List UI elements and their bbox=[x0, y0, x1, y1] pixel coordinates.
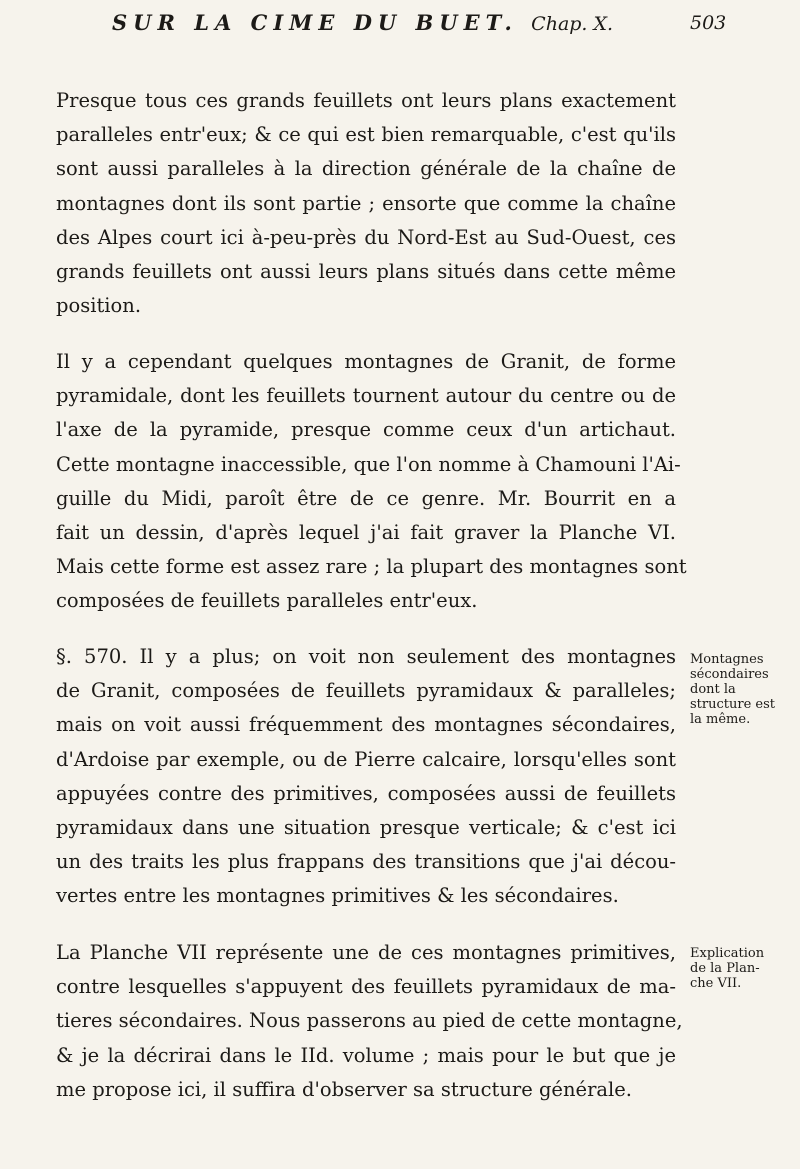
paragraph-4 bbox=[56, 936, 683, 1107]
text-line: Cette montagne inaccessible, que l'on nomme à Chamouni l'Ai- bbox=[56, 452, 681, 476]
text-line: appuyées contre des primitives, composées aussi de feuillets bbox=[56, 781, 676, 805]
text-line: des Alpes court ici à-peu-près du Nord-Est au Sud-Ouest, ces bbox=[56, 225, 676, 249]
text-line: fait un dessin, d'après lequel j'ai fait graver la Planche VI. bbox=[56, 521, 676, 545]
text-line: d'Ardoise par exemple, ou de Pierre calcaire, lorsqu'elles sont bbox=[56, 747, 676, 771]
text-line: contre lesquelles s'appuyent des feuillets pyramidaux de ma- bbox=[56, 975, 676, 999]
margin-line: dont la bbox=[690, 682, 736, 697]
margin-line: che VII. bbox=[690, 976, 742, 991]
paragraph-3 bbox=[56, 640, 676, 914]
text-line: l'axe de la pyramide, presque comme ceux d'un artichaut. bbox=[56, 418, 676, 442]
text-line: Presque tous ces grands feuillets ont leurs plans exactement bbox=[56, 89, 676, 112]
margin-line: de la Plan- bbox=[690, 961, 760, 976]
paragraph-2 bbox=[56, 345, 687, 619]
text-line: vertes entre les montagnes primitives & les sécondaires. bbox=[56, 884, 619, 908]
text-line: tieres sécondaires. Nous passerons au pied de cette montagne, bbox=[56, 1009, 683, 1033]
margin-line: Explication bbox=[690, 946, 765, 961]
margin-line: la même. bbox=[690, 712, 751, 727]
text-line: un des traits les plus frappans des transitions que j'ai décou- bbox=[56, 850, 676, 874]
text-line: La Planche VII représente une de ces montagnes primitives, bbox=[56, 941, 676, 964]
text-line: montagnes dont ils sont partie ; ensorte que comme la chaîne bbox=[56, 191, 676, 215]
margin-line: structure est bbox=[690, 697, 775, 712]
text-line: & je la décrirai dans le IId. volume ; mais pour le but que je bbox=[56, 1043, 676, 1067]
paragraph-1 bbox=[56, 84, 676, 323]
text-line: position. bbox=[56, 294, 142, 318]
text-line: Il y a cependant quelques montagnes de Granit, de forme bbox=[56, 350, 676, 373]
text-line: me propose ici, il suffira d'observer sa structure générale. bbox=[56, 1077, 632, 1101]
margin-line: sécondaires bbox=[690, 667, 769, 682]
text-line: Mais cette forme est assez rare ; la plupart des montagnes sont bbox=[56, 555, 687, 579]
margin-note-1 bbox=[690, 652, 795, 727]
text-line: pyramidale, dont les feuillets tournent autour du centre ou de bbox=[56, 384, 676, 408]
text-line: guille du Midi, paroît être de ce genre. Mr. Bourrit en a bbox=[56, 486, 676, 510]
margin-line: Montagnes bbox=[690, 652, 764, 667]
running-header bbox=[112, 10, 682, 35]
text-line: de Granit, composées de feuillets pyramidaux & paralleles; bbox=[56, 679, 676, 703]
text-line: grands feuillets ont aussi leurs plans situés dans cette même bbox=[56, 260, 676, 284]
chapter-label: Chap. X. bbox=[531, 13, 614, 35]
text-line: composées de feuillets paralleles entr'eux. bbox=[56, 589, 478, 613]
text-line: paralleles entr'eux; & ce qui est bien remarquable, c'est qu'ils bbox=[56, 123, 676, 147]
text-line: pyramidaux dans une situation presque verticale; & c'est ici bbox=[56, 816, 676, 840]
text-line: mais on voit aussi fréquemment des montagnes sécondaires, bbox=[56, 713, 676, 737]
margin-note-2 bbox=[690, 946, 795, 991]
page-number: 503 bbox=[690, 12, 727, 34]
running-title: SUR LA CIME DU BUET. bbox=[112, 10, 518, 35]
text-line: sont aussi paralleles à la direction générale de la chaîne de bbox=[56, 157, 676, 181]
text-line: §. 570. Il y a plus; on voit non seulement des montagnes bbox=[56, 645, 676, 668]
